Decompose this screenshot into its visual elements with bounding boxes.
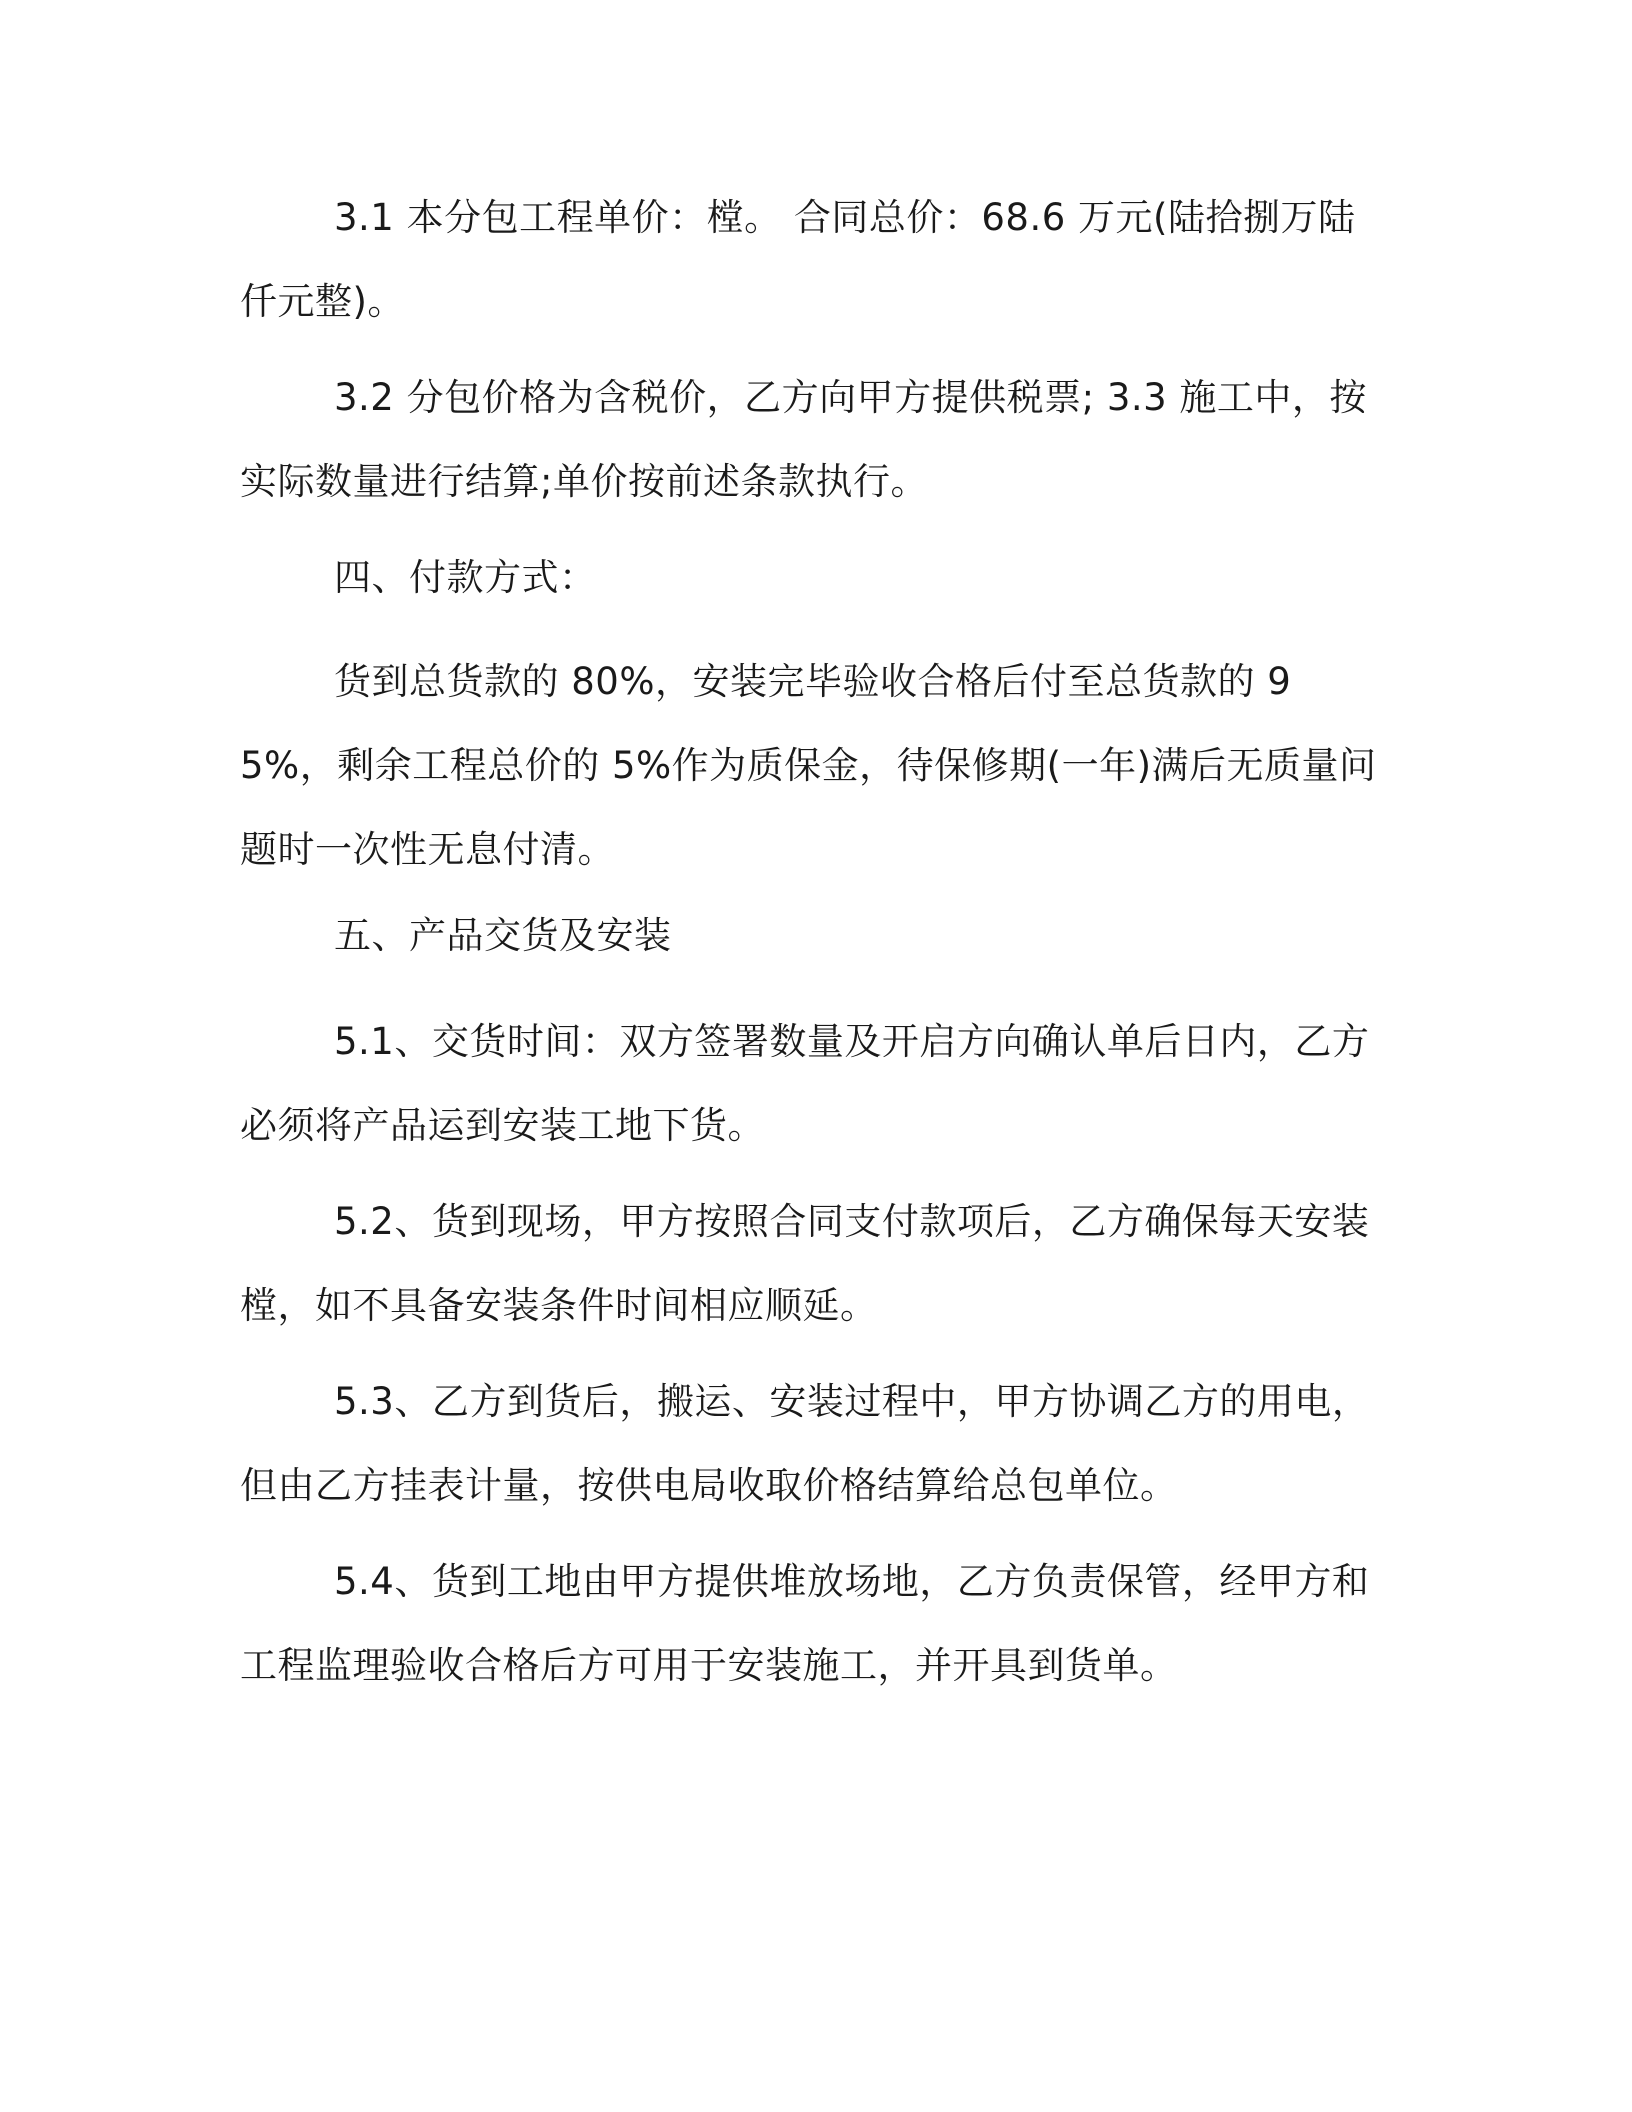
clause-5-4: 5.4、货到工地由甲方提供堆放场地，乙方负责保管，经甲方和工程监理验收合格后方可用于安装施工，并开具到货单。 [240,1560,1370,1687]
clause-5-3: 5.3、乙方到货后，搬运、安装过程中，甲方协调乙方的用电，但由乙方挂表计量，按供电局收取价格结算给总包单位。 [240,1380,1370,1507]
clause-3-1: 3.1 本分包工程单价：樘。 合同总价：68.6 万元(陆拾捌万陆仟元整)。 [240,196,1356,323]
clause-5-1: 5.1、交货时间：双方签署数量及开启方向确认单后日内，乙方必须将产品运到安装工地下货。 [240,1020,1370,1147]
clause-5-2: 5.2、货到现场，甲方按照合同支付款项后，乙方确保每天安装樘，如不具备安装条件时间相应顺延。 [240,1200,1370,1327]
section-4-heading: 四、付款方式： [334,556,597,599]
section-5-heading: 五、产品交货及安装 [334,914,672,957]
clause-3-2-3-3: 3.2 分包价格为含税价，乙方向甲方提供税票; 3.3 施工中，按实际数量进行结算;单价按前述条款执行。 [240,376,1367,503]
payment-terms: 货到总货款的 80%，安装完毕验收合格后付至总货款的 95%，剩余工程总价的 5%作为质保金，待保修期(一年)满后无质量问题时一次性无息付清。 [240,660,1377,871]
